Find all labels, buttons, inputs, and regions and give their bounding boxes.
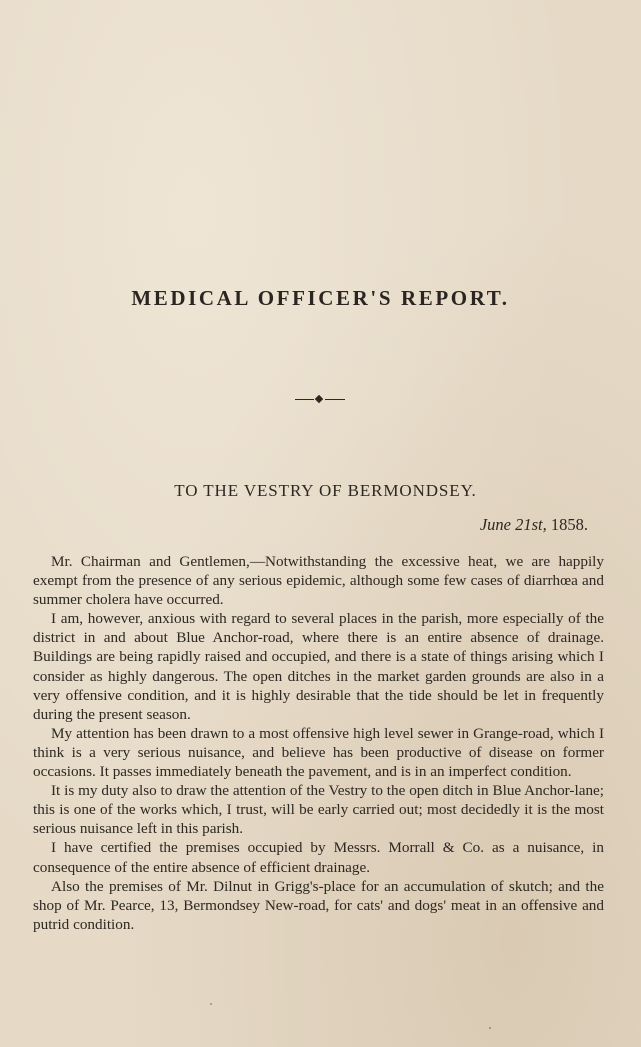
paper-speck — [489, 1027, 491, 1029]
report-title: MEDICAL OFFICER'S REPORT. — [131, 286, 510, 310]
dateline — [480, 515, 588, 535]
date-year: 1858. — [550, 515, 588, 534]
paper-speck — [210, 1003, 212, 1005]
paragraph: Mr. Chairman and Gentlemen,—Notwithstanding the excessive heat, we are happily exempt from the presence of any serious epidemic, although some few cases of diarrhœa and summer cholera have occurred. — [33, 553, 604, 609]
paragraph: My attention has been drawn to a most offensive high level sewer in Grange-road, which I think is a very serious nuisance, and believe has been productive of disease on former occasions. It passes immediately beneath the pavement, and is in an imperfect condition. — [33, 724, 604, 781]
paragraph: I have certified the premises occupied by Messrs. Morrall & Co. as a nuisance, in consequence of the entire absence of efficient drainage. — [33, 839, 604, 876]
ornament-line-right — [325, 399, 345, 400]
paragraph: It is my duty also to draw the attention of the Vestry to the open ditch in Blue Anchor-lane; this is one of the works which, I trust, will be early carried out; most decidedly it is the most serious nuisance left in this parish. — [33, 782, 604, 838]
report-body — [33, 552, 604, 934]
ornament-divider — [295, 393, 345, 407]
address-line: TO THE VESTRY OF BERMONDSEY. — [174, 481, 477, 500]
ornament-diamond-icon — [315, 395, 323, 403]
paragraph: Also the premises of Mr. Dilnut in Grigg's-place for an accumulation of skutch; and the shop of Mr. Pearce, 13, Bermondsey New-road, for cats' and dogs' meat in an offensive and putrid condition. — [33, 877, 604, 933]
paragraph: I am, however, anxious with regard to several places in the parish, more especially of the district in and about Blue Anchor-road, where there is an entire absence of drainage. Buildings are being rapidly raised and occupied, and there is a state of things arising which I consider as highly dangerous. The open ditches in the market garden grounds are also in a very offensive condition, and it is highly desirable that the tide should be let in frequently during the present season. — [33, 610, 604, 723]
ornament-line-left — [295, 399, 314, 400]
date-month-day: June 21st, — [479, 515, 547, 534]
